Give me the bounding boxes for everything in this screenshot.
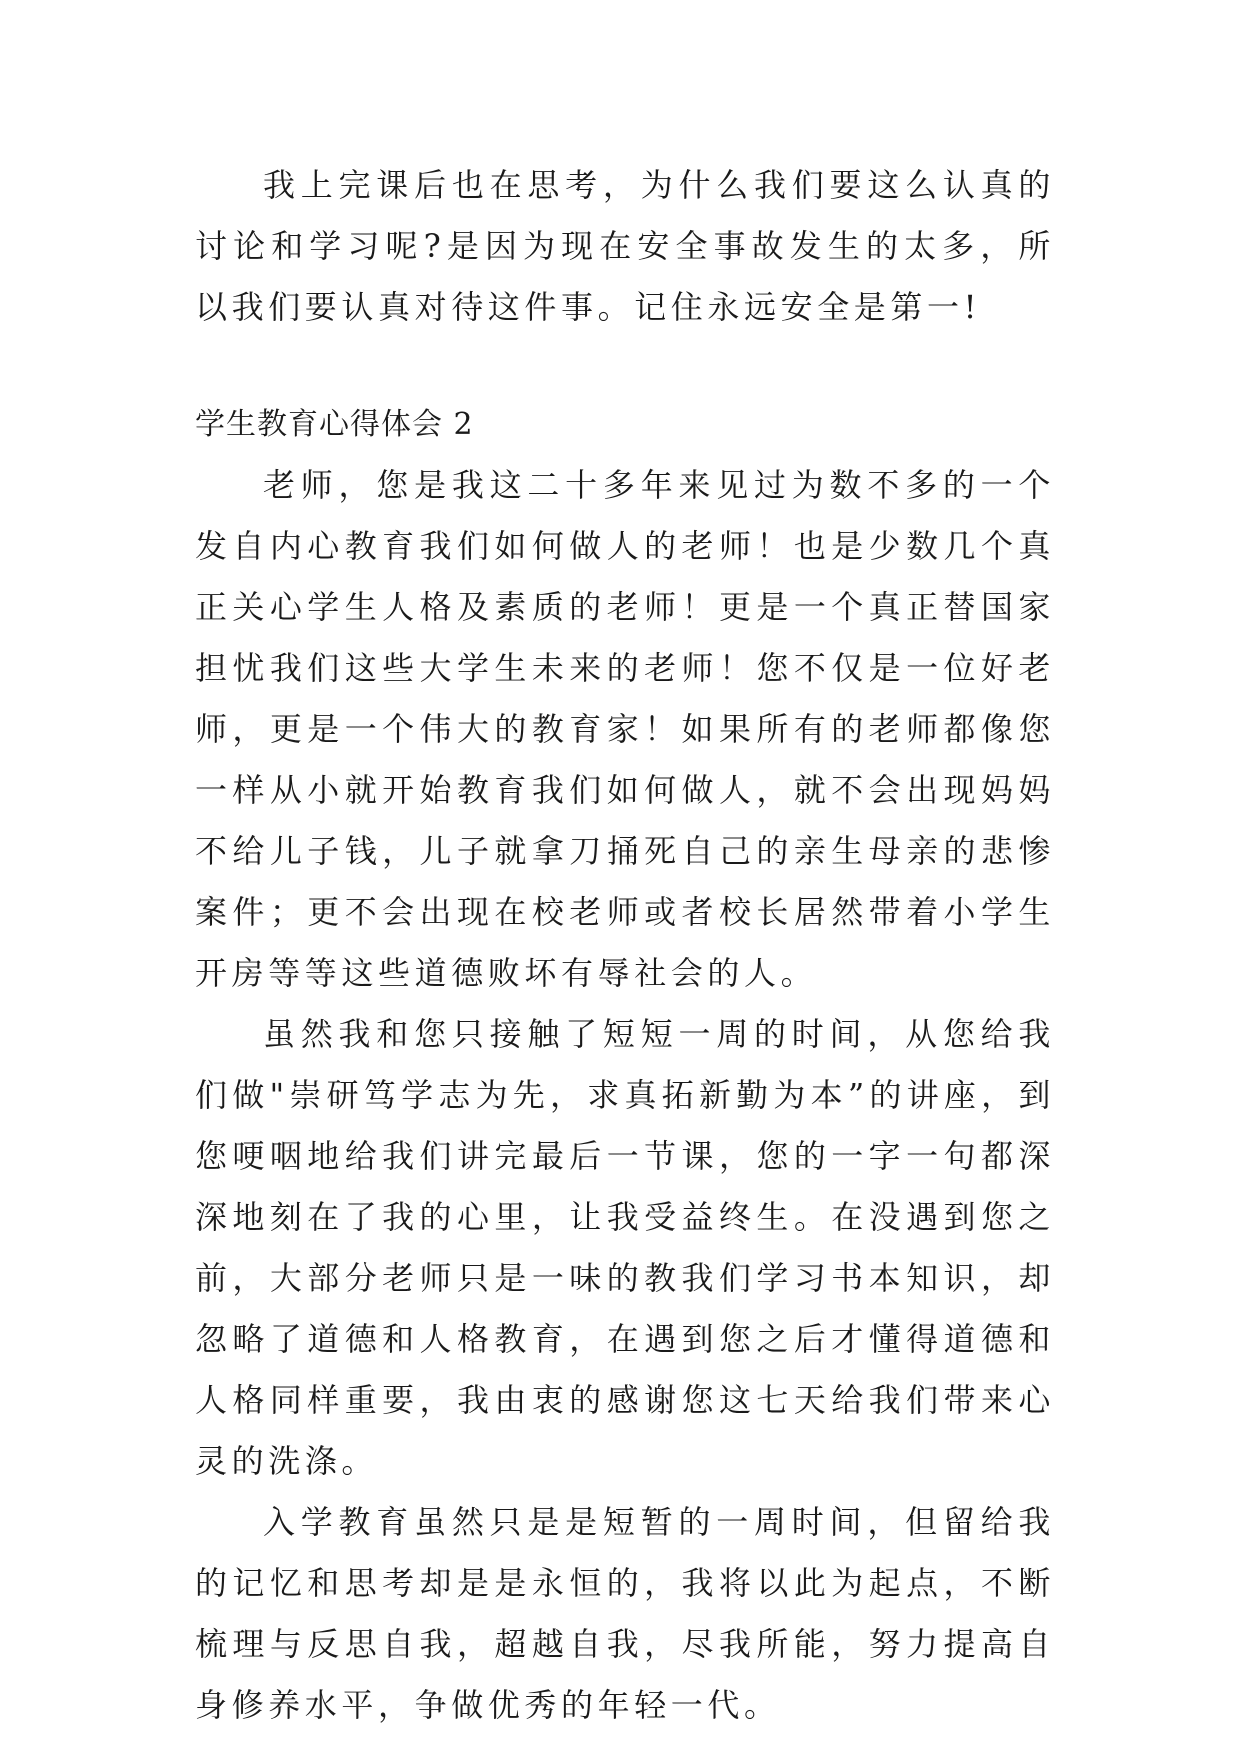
paragraph: 老师，您是我这二十多年来见过为数不多的一个发自内心教育我们如何做人的老师！也是少数几个真正关心学生人格及素质的老师！更是一个真正替国家担忧我们这些大学生未来的老师！您不仅是一位好老师，更是一个伟大的教育家！如果所有的老师都像您一样从小就开始教育我们如何做人，就不会出现妈妈不给儿子钱，儿子就拿刀捅死自己的亲生母亲的悲惨案件；更不会出现在校老师或者校长居然带着小学生开房等等这些道德败坏有辱社会的人。 [195,466,1055,992]
paragraph: 虽然我和您只接触了短短一周的时间，从您给我们做"崇研笃学志为先，求真拓新勤为本”的讲座，到您哽咽地给我们讲完最后一节课，您的一字一句都深深地刻在了我的心里，让我受益终生。在没遇到您之前，大部分老师只是一味的教我们学习书本知识，却忽略了道德和人格教育，在遇到您之后才懂得道德和人格同样重要，我由衷的感谢您这七天给我们带来心灵的洗涤。 [195,1015,1055,1480]
paragraph: 入学教育虽然只是是短暂的一周时间，但留给我的记忆和思考却是是永恒的，我将以此为起点，不断梳理与反思自我，超越自我，尽我所能，努力提高自身修养水平，争做优秀的年轻一代。 [195,1503,1055,1724]
document-body [195,155,1055,1736]
section-title: 学生教育心得体会 2 [195,407,474,442]
paragraph: 我上完课后也在思考，为什么我们要这么认真的讨论和学习呢?是因为现在安全事故发生的太多，所以我们要认真对待这件事。记住永远安全是第一! [195,166,1055,326]
